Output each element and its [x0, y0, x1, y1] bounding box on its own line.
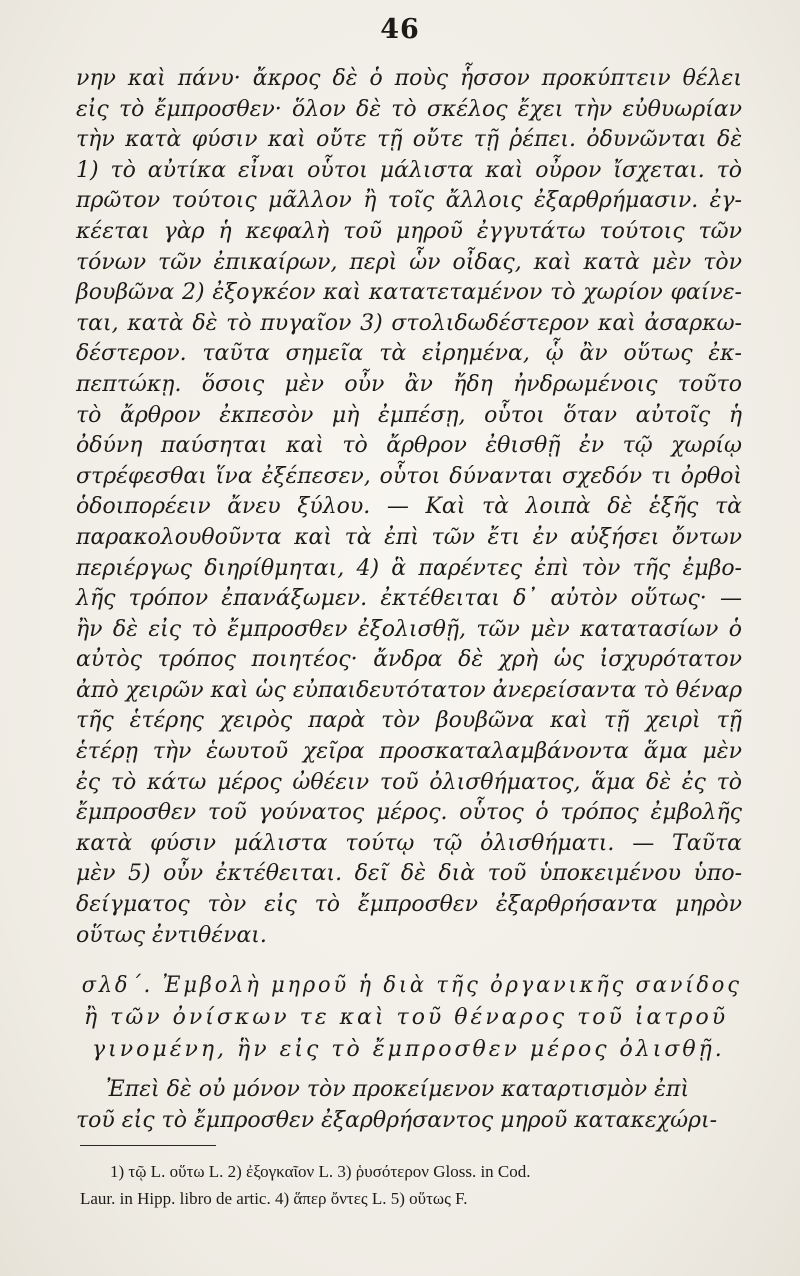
text-line: αὐτὸς τρόπος ποιητέος· ἄνδρα δὲ χρὴ ὡς ἰσχυρότατον [76, 647, 742, 673]
text-line: ἐς τὸ κάτω μέρος ὠθέειν τοῦ ὀλισθήματος, ἅμα δὲ ἐς τὸ [76, 769, 742, 795]
text-line: ἔμπροσθεν τοῦ γούνατος μέρος. οὗτος ὁ τρόπος ἐμβολῆς [76, 800, 742, 826]
page-number: 46 [380, 14, 420, 45]
heading-line: γινομένη, ἣν εἰς τὸ ἔμπροσθεν μέρος ὀλισθῇ. [92, 1037, 725, 1062]
section-heading [76, 970, 742, 1066]
text-line: νην καὶ πάνυ· ἄκρος δὲ ὁ ποὺς ἧσσον προκύπτειν θέλει [76, 66, 742, 91]
text-line: τοῦ εἰς τὸ ἔμπροσθεν ἐξαρθρήσαντος μηροῦ κατακεχώρι- [76, 1108, 717, 1133]
text-line: στρέφεσθαι ἵνα ἐξέπεσεν, οὗτοι δύνανται σχεδόν τι ὀρθοὶ [76, 463, 742, 489]
footnotes [80, 1158, 740, 1212]
text-line: τόνων τῶν ἐπικαίρων, περὶ ὧν οἶδας, καὶ κατὰ μὲν τὸν [76, 249, 742, 275]
next-paragraph [76, 1074, 742, 1136]
text-line: λῆς τρόπον ἐπανάξωμεν. ἐκτέθειται δ᾿ αὐτὸν οὕτως· — [76, 586, 742, 612]
body-text [76, 64, 742, 951]
text-line: οὕτως ἐντιθέναι. [76, 922, 267, 948]
footnote-divider [80, 1145, 216, 1146]
heading-line: σλδ΄. Ἐμβολὴ μηροῦ ἡ διὰ τῆς ὀργανικῆς σανίδος [81, 973, 742, 998]
text-line: εἰς τὸ ἔμπροσθεν· ὅλον δὲ τὸ σκέλος ἔχει τὴν εὐθυωρίαν [76, 96, 742, 122]
text-line: δείγματος τὸν εἰς τὸ ἔμπροσθεν ἐξαρθρήσαντα μηρὸν [76, 892, 742, 918]
text-line: τὸ ἄρθρον ἐκπεσὸν μὴ ἐμπέσῃ, οὗτοι ὅταν αὐτοῖς ἡ [76, 402, 742, 428]
text-line: Ἐπεὶ δὲ οὐ μόνον τὸν προκείμενον καταρτισμὸν ἐπὶ [106, 1077, 690, 1102]
text-line: τῆς ἑτέρης χειρὸς παρὰ τὸν βουβῶνα καὶ τῇ χειρὶ τῇ [76, 708, 742, 734]
text-line: ἢν δὲ εἰς τὸ ἔμπροσθεν ἐξολισθῇ, τῶν μὲν κατατασίων ὁ [76, 616, 742, 642]
footnote-line: 1) τῷ L. οὕτω L. 2) ἐξογκαῖον L. 3) ῥυσότερον Gloss. in Cod. [110, 1162, 531, 1181]
text-line: παρακολουθοῦντα καὶ τὰ ἐπὶ τῶν ἔτι ἐν αὐξήσει ὄντων [76, 524, 742, 550]
text-line: μὲν 5) οὖν ἐκτέθειται. δεῖ δὲ διὰ τοῦ ὑποκειμένου ὑπο- [76, 861, 742, 887]
text-line: ται, κατὰ δὲ τὸ πυγαῖον 3) στολιδωδέστερον καὶ ἀσαρκω- [76, 310, 742, 336]
text-line: ὁδοιπορέειν ἄνευ ξύλου. — Καὶ τὰ λοιπὰ δὲ ἑξῆς τὰ [76, 494, 742, 520]
heading-line: ἢ τῶν ὀνίσκων τε καὶ τοῦ θέναρος τοῦ ἰατροῦ [84, 1005, 729, 1030]
text-line: κατὰ φύσιν μάλιστα τούτῳ τῷ ὀλισθήματι. — Ταῦτα [76, 830, 742, 856]
text-line: πρῶτον τούτοις μᾶλλον ἢ τοῖς ἄλλοις ἐξαρθρήμασιν. ἐγ- [76, 188, 742, 214]
footnote-line: Laur. in Hipp. libro de artic. 4) ἅπερ ὄντες L. 5) οὕτως F. [80, 1189, 468, 1208]
text-line: κέεται γὰρ ἡ κεφαλὴ τοῦ μηροῦ ἐγγυτάτω τούτοις τῶν [76, 218, 742, 244]
text-line: δέστερον. ταῦτα σημεῖα τὰ εἰρημένα, ᾧ ἂν οὕτως ἐκ- [76, 341, 742, 367]
text-line: πεπτώκῃ. ὅσοις μὲν οὖν ἂν ἤδη ἠνδρωμένοις τοῦτο [76, 371, 742, 397]
text-line: 1) τὸ αὐτίκα εἶναι οὗτοι μάλιστα καὶ οὖρον ἴσχεται. τὸ [76, 157, 742, 183]
text-line: ἀπὸ χειρῶν καὶ ὡς εὐπαιδευτότατον ἀνερείσαντα τὸ θέναρ [76, 677, 742, 703]
text-line: τὴν κατὰ φύσιν καὶ οὔτε τῇ οὔτε τῇ ῥέπει. ὀδυνῶνται δὲ [76, 127, 742, 153]
text-line: περιέργως διηρίθμηται, 4) ἃ παρέντες ἐπὶ τὸν τῆς ἐμβο- [76, 555, 742, 581]
text-line: βουβῶνα 2) ἐξογκέον καὶ κατατεταμένον τὸ χωρίον φαίνε- [76, 280, 742, 306]
text-line: ἑτέρῃ τὴν ἑωυτοῦ χεῖρα προσκαταλαμβάνοντα ἅμα μὲν [76, 739, 742, 765]
text-line: ὀδύνη παύσηται καὶ τὸ ἄρθρον ἐθισθῇ ἐν τῷ χωρίῳ [76, 433, 742, 459]
